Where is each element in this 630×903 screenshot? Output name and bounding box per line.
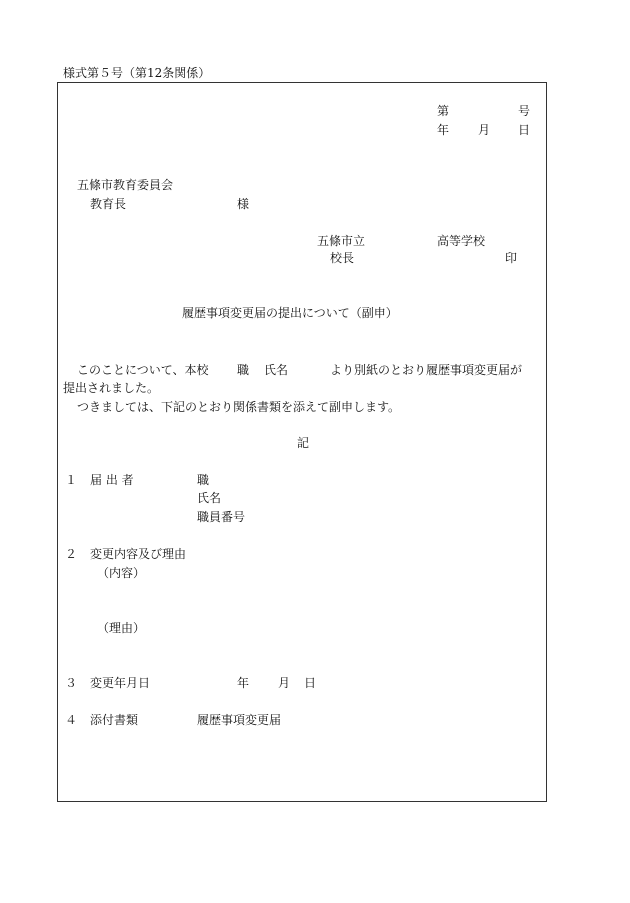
item1-shimei: 氏名	[197, 491, 222, 505]
item2-riyuu: （理由）	[97, 621, 146, 635]
item3-month: 月	[278, 676, 291, 690]
document-title: 履歴事項変更届の提出について（副申）	[182, 306, 398, 320]
item1-shoku: 職	[197, 473, 210, 487]
body-line1-a: このことについて、本校	[77, 363, 209, 377]
body-line2: 提出されました。	[63, 381, 160, 395]
date-month: 月	[478, 123, 491, 137]
item4-number: ４	[65, 713, 78, 727]
ki-heading: 記	[297, 436, 310, 450]
sender-seal: 印	[505, 251, 518, 265]
item1-number: １	[65, 473, 78, 487]
item1-label: 届 出 者	[90, 473, 134, 487]
addressee-title: 教育長	[90, 197, 127, 211]
item3-label: 変更年月日	[90, 676, 151, 690]
addressee-org: 五條市教育委員会	[77, 178, 174, 192]
item3-year: 年	[237, 676, 250, 690]
date-year: 年	[437, 123, 450, 137]
item3-number: ３	[65, 676, 78, 690]
sender-school: 高等学校	[437, 234, 486, 248]
number-go: 号	[518, 104, 531, 118]
item1-bango: 職員番号	[197, 510, 246, 524]
body-line1-shoku: 職	[237, 363, 250, 377]
item4-value: 履歴事項変更届	[197, 713, 282, 727]
form-number: 様式第５号（第12条関係）	[63, 66, 211, 80]
sender-principal: 校長	[330, 251, 355, 265]
body-line1-shimei: 氏名	[264, 363, 289, 377]
sender-city: 五條市立	[317, 234, 366, 248]
item2-label: 変更内容及び理由	[90, 547, 187, 561]
body-line1-b: より別紙のとおり履歴事項変更届が	[330, 363, 523, 377]
number-dai: 第	[437, 104, 450, 118]
item3-day: 日	[304, 676, 317, 690]
date-day: 日	[518, 123, 531, 137]
item2-naiyou: （内容）	[97, 566, 146, 580]
addressee-honorific: 様	[237, 197, 250, 211]
item4-label: 添付書類	[90, 713, 139, 727]
body-line3: つきましては、下記のとおり関係書類を添えて副申します。	[77, 400, 401, 414]
item2-number: ２	[65, 547, 78, 561]
